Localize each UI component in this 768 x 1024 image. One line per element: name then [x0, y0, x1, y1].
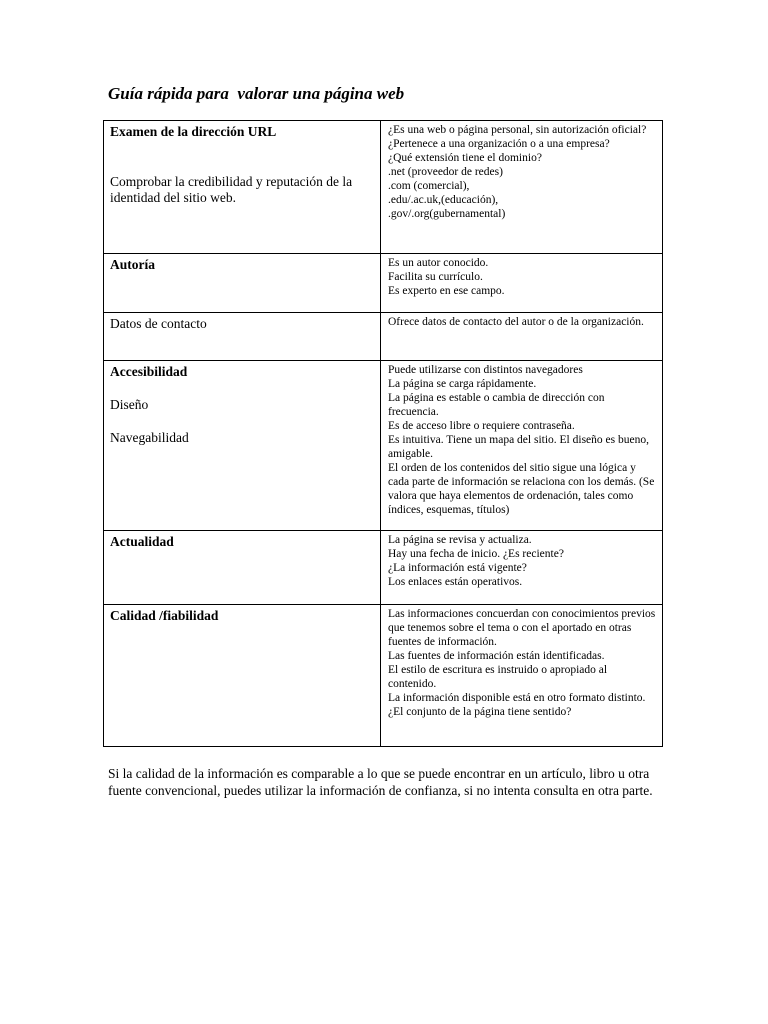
criterion-text: Diseño: [110, 397, 149, 412]
criterion-heading: Actualidad: [110, 534, 174, 549]
criterion-cell: [104, 254, 381, 313]
criterion-cell: [104, 313, 381, 361]
criterion-content: [104, 361, 380, 446]
checklist-item: .gov/.org(gubernamental): [388, 208, 506, 220]
checklist-item: ¿El conjunto de la página tiene sentido?: [388, 706, 572, 718]
criterion-heading: Calidad /fiabilidad: [110, 608, 219, 623]
checklist-content: [381, 121, 662, 221]
table-body: [104, 121, 663, 747]
criterion-content: [104, 254, 380, 273]
checklist-item: Es de acceso libre o requiere contraseña.: [388, 420, 575, 432]
criterion-cell: [104, 605, 381, 747]
criterion-heading: Autoría: [110, 257, 155, 272]
closing-paragraph: Si la calidad de la información es comparable a lo que se puede encontrar en un artículo, libro u otra fuente convencional, puedes utilizar la información de confianza, si no intenta consulta en otra parte.: [108, 766, 653, 798]
checklist-item: .edu/.ac.uk,(educación),: [388, 194, 499, 206]
checklist-cell: [381, 121, 663, 254]
checklist-item: Hay una fecha de inicio. ¿Es reciente?: [388, 548, 564, 560]
checklist-item: Ofrece datos de contacto del autor o de la organización.: [388, 316, 644, 328]
criterion-text: Comprobar la credibilidad y reputación de la identidad del sitio web.: [110, 174, 353, 205]
table-row: [104, 254, 663, 313]
checklist-cell: [381, 605, 663, 747]
checklist-item: El orden de los contenidos del sitio sigue una lógica y cada parte de información se relaciona con los demás. (Se valora que haya elementos de ordenación, tales como índices, esquemas, títulos): [388, 462, 655, 516]
checklist-item: La página se carga rápidamente.: [388, 378, 537, 390]
checklist-item: Las fuentes de información están identificadas.: [388, 650, 605, 662]
criterion-heading: Examen de la dirección URL: [110, 124, 277, 139]
checklist-cell: [381, 361, 663, 531]
checklist-content: [381, 254, 662, 298]
criterion-cell: [104, 361, 381, 531]
checklist-item: El estilo de escritura es instruido o apropiado al contenido.: [388, 664, 608, 690]
checklist-item: Los enlaces están operativos.: [388, 576, 523, 588]
evaluation-table: [103, 120, 663, 747]
checklist-cell: [381, 254, 663, 313]
checklist-item: Las informaciones concuerdan con conocimientos previos que tenemos sobre el tema o con el aportado en otras fuentes de información.: [388, 608, 656, 648]
criterion-cell: [104, 121, 381, 254]
criterion-heading: Accesibilidad: [110, 364, 188, 379]
checklist-item: La página se revisa y actualiza.: [388, 534, 532, 546]
checklist-content: [381, 313, 662, 329]
criterion-content: [104, 531, 380, 550]
checklist-item: ¿Es una web o página personal, sin autorización oficial?: [388, 124, 647, 136]
table-row: [104, 361, 663, 531]
checklist-item: .com (comercial),: [388, 180, 470, 192]
checklist-item: La página es estable o cambia de dirección con frecuencia.: [388, 392, 605, 418]
table-row: [104, 605, 663, 747]
checklist-item: Es intuitiva. Tiene un mapa del sitio. El diseño es bueno, amigable.: [388, 434, 649, 460]
table-row: [104, 121, 663, 254]
checklist-item: Es un autor conocido.: [388, 257, 489, 269]
checklist-content: [381, 605, 662, 719]
checklist-content: [381, 531, 662, 589]
checklist-item: ¿Qué extensión tiene el dominio?: [388, 152, 542, 164]
criterion-content: [104, 313, 380, 332]
checklist-item: Facilita su currículo.: [388, 271, 483, 283]
checklist-cell: [381, 531, 663, 605]
criterion-text: Datos de contacto: [110, 316, 207, 331]
checklist-item: La información disponible está en otro formato distinto.: [388, 692, 646, 704]
page-title: Guía rápida para valorar una página web: [108, 84, 405, 103]
table-row: [104, 531, 663, 605]
criterion-text: Navegabilidad: [110, 430, 189, 445]
checklist-item: ¿La información está vigente?: [388, 562, 527, 574]
checklist-item: Puede utilizarse con distintos navegadores: [388, 364, 583, 376]
criterion-content: [104, 605, 380, 624]
checklist-cell: [381, 313, 663, 361]
spacer: [110, 380, 374, 397]
checklist-item: Es experto en ese campo.: [388, 285, 505, 297]
checklist-item: .net (proveedor de redes): [388, 166, 503, 178]
criterion-cell: [104, 531, 381, 605]
spacer: [110, 157, 374, 174]
checklist-item: ¿Pertenece a una organización o a una empresa?: [388, 138, 610, 150]
checklist-content: [381, 361, 662, 517]
criterion-content: [104, 121, 380, 206]
table-row: [104, 313, 663, 361]
spacer: [110, 413, 374, 430]
spacer: [110, 140, 374, 157]
